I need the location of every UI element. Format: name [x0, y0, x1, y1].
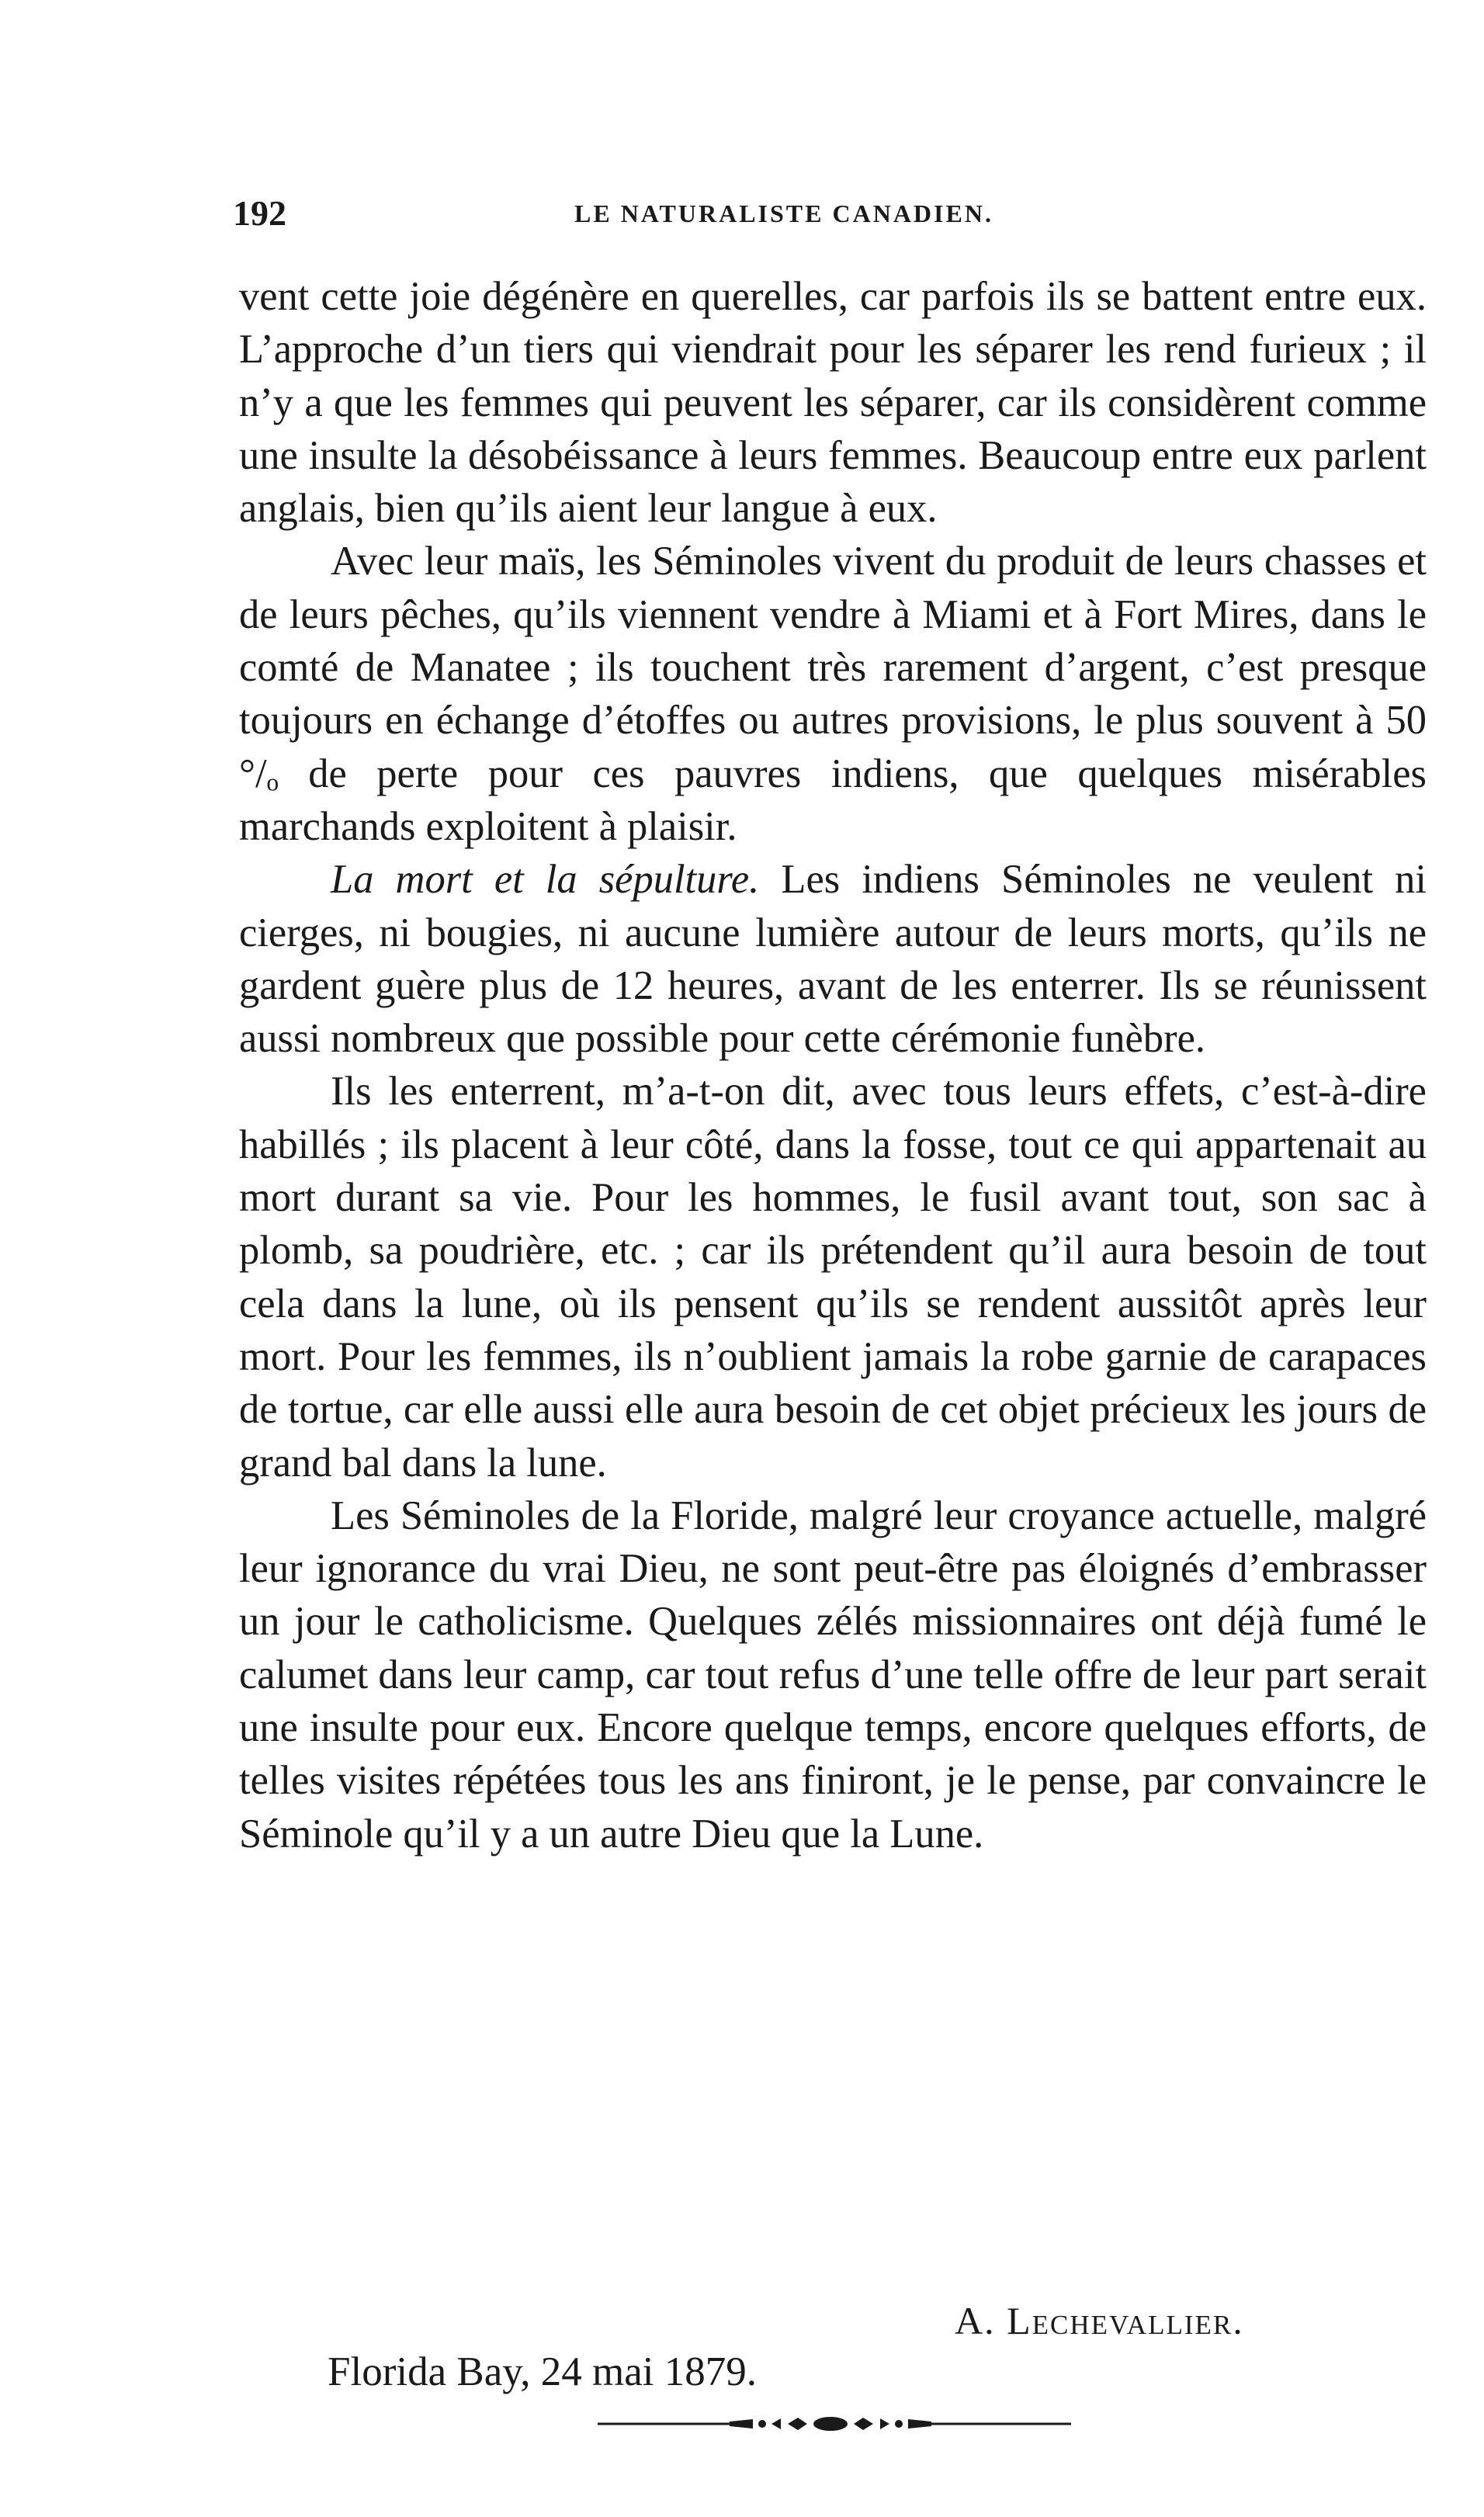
- author-signature: [955, 2293, 1244, 2348]
- journal-title: LE NATURALISTE CANADIEN.: [574, 199, 993, 227]
- paragraph-4: Ils les enterrent, m’a-t-on dit, avec tous leurs effets, c’est-à-dire habillés ; ils placent à leur côté, dans la fosse, tout ce qui appartenait au mort durant sa vie. Pour les hommes, le fusil avant tout, son sac à plomb, sa poudrière, etc. ; car ils prétendent qu’il aura besoin de tout cela dans la lune, où ils pensent qu’ils se rendent aussitôt après leur mort. Pour les femmes, ils n’oublient jamais la robe garnie de carapaces de tortue, car elle aussi elle aura besoin de cet objet précieux les jours de grand bal dans la lune.: [239, 1069, 1427, 1486]
- paragraph-1: vent cette joie dégénère en querelles, car parfois ils se battent entre eux. L’approche d’un tiers qui viendrait pour les séparer les rend furieux ; il n’y a que les femmes qui peuvent les séparer, car ils considèrent comme une insulte la désobéissance à leurs femmes. Beaucoup entre eux parlent anglais, bien qu’ils aient leur langue à eux.: [239, 274, 1427, 532]
- paragraph-2: Avec leur maïs, les Séminoles vivent du produit de leurs chasses et de leurs pêches, qu’ils viennent vendre à Miami et à Fort Mires, dans le comté de Manatee ; ils touchent très rarement d’argent, c’est presque toujours en échange d’étoffes ou autres provisions, le plus souvent à 50 °/ₒ de perte pour ces pauvres indiens, que quelques misérables marchands exploitent à plaisir.: [239, 539, 1427, 849]
- author-name: Lechevallier.: [1007, 2299, 1244, 2342]
- ornament-divider-icon: [598, 2412, 1071, 2436]
- page-number: 192: [233, 193, 286, 233]
- paragraph-3-text: Les indiens Séminoles ne veulent ni cierges, ni bougies, ni aucune lumière autour de leurs morts, qu’ils ne gardent guère plus de 12 heures, avant de les enterrer. Ils se réunissent aussi nombreux que possible pour cette cérémonie funèbre.: [239, 857, 1427, 1062]
- dateline: Florida Bay, 24 mai 1879.: [328, 2349, 758, 2394]
- article-body: [239, 270, 1427, 1860]
- paragraph-3: [239, 853, 1427, 1065]
- paragraph-5: Les Séminoles de la Floride, malgré leur croyance actuelle, malgré leur ignorance du vrai Dieu, ne sont peut-être pas éloignés d’embrasser un jour le catholicisme. Quelques zélés missionnaires ont déjà fumé le calumet dans leur camp, car tout refus d’une telle offre de leur part serait une insulte pour eux. Encore quelque temps, encore quelques efforts, de telles visites répétées tous les ans finiront, je le pense, par convaincre le Séminole qu’il y a un autre Dieu que la Lune.: [239, 1493, 1427, 1857]
- running-head: [233, 186, 1413, 241]
- section-lead-in: La mort et la sépulture.: [331, 857, 760, 903]
- author-initial: A.: [955, 2299, 1007, 2342]
